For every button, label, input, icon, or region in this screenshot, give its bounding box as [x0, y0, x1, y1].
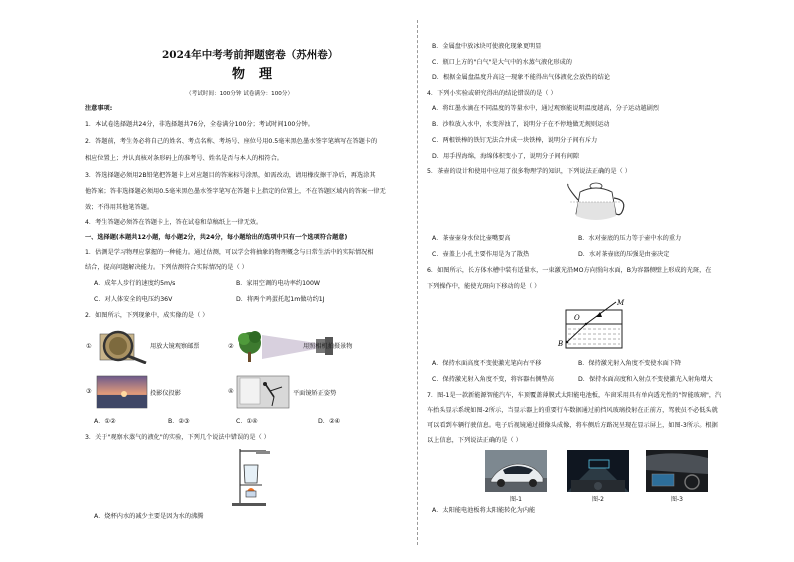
q3-option-d: D．根据金属盘温度升高这一现象不能得出气体液化会放热的结论 [432, 74, 611, 81]
note-line-7: 4．考生答题必须答在答题卡上，答在试卷和草稿纸上一律无效。 [85, 219, 263, 226]
q7-line-3: 可以看到车辆行驶信息。电子后视镜通过摄像头成像，将车侧后方路况呈现在显示屏上，如图-3所示。根据 [427, 422, 718, 429]
heads-up-display-photo [567, 450, 629, 492]
q2-option-c: C．①④ [236, 418, 258, 425]
fig-1-label: 图-1 [510, 496, 522, 503]
point-m-label: M [617, 299, 625, 307]
q6-line-2: 下列操作中，能使光斑向下移动的是（ ） [427, 283, 541, 290]
q4-option-a: A．将红墨水滴在不同温度的等量水中，通过观察能说明温度越高，分子运动越剧烈 [432, 105, 659, 112]
q3-option-c: C．瓶口上方的"白气"是大气中的水蒸气液化形成的 [432, 59, 572, 66]
q2-option-a: A．①② [94, 418, 116, 425]
q2-fig4-number: ④ [228, 388, 234, 395]
note-line-6: 效；不得用其他笔答题。 [85, 204, 154, 211]
q4-stem: 4．下列小实验或研究得出的结论错误的是（ ） [427, 90, 557, 97]
q4-option-c: C．两根铁棒的铁钉无法合并成一块铁棒，说明分子间有斥力 [432, 137, 598, 144]
q2-fig3-number: ③ [86, 388, 92, 395]
solar-car-photo [485, 450, 547, 492]
q6-option-a: A．保持水面高度不变使激光笔向右平移 [432, 360, 542, 367]
note-line-1: 1．本试卷选择题共24分，非选择题共76分，全卷满分100分；考试时间100分钟。 [85, 121, 314, 128]
mirror-dancer-illustration [236, 375, 290, 409]
q5-stem: 5．茶壶的设计和使用中应用了很多物理学的知识，下列说法正确的是（ ） [427, 168, 631, 175]
q4-option-d: D．用手捏海绵，海绵体积变小了，说明分子间有间隙 [432, 153, 580, 160]
q2-option-d: D．②④ [318, 418, 341, 425]
note-line-4: 3．答选择题必须用2B铅笔把答题卡上对应题目的答案标号涂黑，如需改动，请用橡皮擦干净后，再选涂其 [85, 172, 376, 179]
q2-fig2-number: ② [228, 343, 234, 350]
q4-option-b: B．沙粒放入水中，水变浑浊了，说明分子在不停地做无规则运动 [432, 121, 610, 128]
q2-fig1-number: ① [86, 343, 92, 350]
q1-option-a: A．成年人步行的速度约5m/s [94, 280, 176, 287]
q6-option-c: C．保持激光射入角度不变，将容器右侧垫高 [432, 376, 554, 383]
q2-fig2-caption: 用照相机拍摄景物 [303, 343, 353, 350]
q7-option-a: A．太阳能电池板将太阳能转化为内能 [432, 507, 536, 514]
q2-stem: 2．如图所示，下列现象中，成实像的是（ ） [85, 312, 209, 319]
q5-option-d: D．水对茶壶底的压强是由壶决定 [578, 251, 670, 258]
liquefaction-apparatus-illustration [226, 447, 276, 509]
fig-3-label: 图-3 [671, 496, 683, 503]
note-line-5: 他答案；答非选择题必须用0.5毫米黑色墨水签字笔写在答题卡上指定的位置上，不在答题区域内的答案一律无 [85, 188, 386, 195]
note-line-3: 相应位置上；并认真核对条形码上的准考号、姓名是否与本人的相符合。 [85, 155, 283, 162]
q7-line-2: 车抬头显示系统如图-2所示，当显示器上的重要行车数据通过前挡风玻璃投射在正前方，驾驶员不必低头就 [427, 407, 718, 414]
q1-line-2: 结合，提高问题解决能力。下列估测符合实际情况的是（ ） [85, 264, 248, 271]
note-line-2: 2．答题前，考生务必将自己的姓名、考点名称、考场号、座位号用0.5毫米黑色墨水签字笔填写在答题卡的 [85, 138, 378, 145]
q5-option-c: C．壶盖上小孔主要作用是为了散热 [432, 251, 530, 258]
exam-title: 2024年中考考前押题密卷（苏州卷） [162, 49, 339, 61]
q7-line-4: 以上信息，下列说法正确的是（ ） [427, 437, 522, 444]
q2-fig4-caption: 平面镜矫正姿势 [293, 390, 337, 397]
q5-option-a: A．茶壶壶身水位比壶嘴要高 [432, 235, 511, 242]
q3-stem: 3．关于"观察水蒸气的液化"的实验，下列几个说法中错误的是（ ） [85, 434, 270, 441]
q1-option-c: C．对人体安全的电压约36V [94, 296, 173, 303]
notes-heading: 注意事项: [85, 105, 113, 112]
teapot-illustration [566, 180, 630, 226]
q1-option-d: D．将两个鸡蛋托起1m做功约1J [236, 296, 325, 303]
water-tank-laser-diagram [556, 296, 636, 354]
electronic-mirror-photo [646, 450, 708, 492]
q1-line-1: 1．估测是学习物理应掌握的一种能力。通过估测，可以学会将抽象的物理概念与日常生活中的实际情况相 [85, 249, 374, 256]
subject-title: 物理 [232, 67, 287, 82]
exam-info: （考试时间：100分钟 试卷满分：100分） [186, 91, 294, 97]
q5-option-b: B．水对壶底的压力等于壶中水的重力 [578, 235, 682, 242]
page-divider [417, 20, 418, 545]
projector-sunset-illustration [96, 375, 148, 409]
q2-fig1-caption: 用放大镜观察邮票 [150, 343, 200, 350]
q2-option-b: B．②③ [168, 418, 190, 425]
q7-line-1: 7．图-1是一款新能源智能汽车，车顶覆盖薄膜式太阳能电池板，车窗采用具有单向透光性的"智能玻璃"，汽 [427, 392, 722, 399]
point-b-label: B [558, 340, 564, 348]
q3-option-a: A．烧杯内水的减少主要是因为水的沸腾 [94, 513, 204, 520]
fig-2-label: 图-2 [592, 496, 604, 503]
q3-option-b: B．金属盘中放冰块可使液化现象更明显 [432, 43, 542, 50]
magnifier-stamp-illustration [96, 328, 150, 364]
q6-option-b: B．保持激光射入角度不变使水面下降 [578, 360, 682, 367]
q2-fig3-caption: 投影仪投影 [150, 390, 181, 397]
q6-line-1: 6．如图所示，长方体水槽中装有适量水，一束激光沿MO方向照向水面，B为容器侧壁上形成的光斑，在 [427, 267, 712, 274]
point-o-label: O [574, 314, 580, 322]
q1-option-b: B．家用空调的电功率约100W [236, 280, 321, 287]
section-1-heading: 一、选择题(本题共12小题，每小题2分，共24分，每小题给出的选项中只有一个选项符合题意) [85, 234, 348, 241]
q6-option-d: D．保持水面高度和入射点不变使激光入射角增大 [578, 376, 713, 383]
